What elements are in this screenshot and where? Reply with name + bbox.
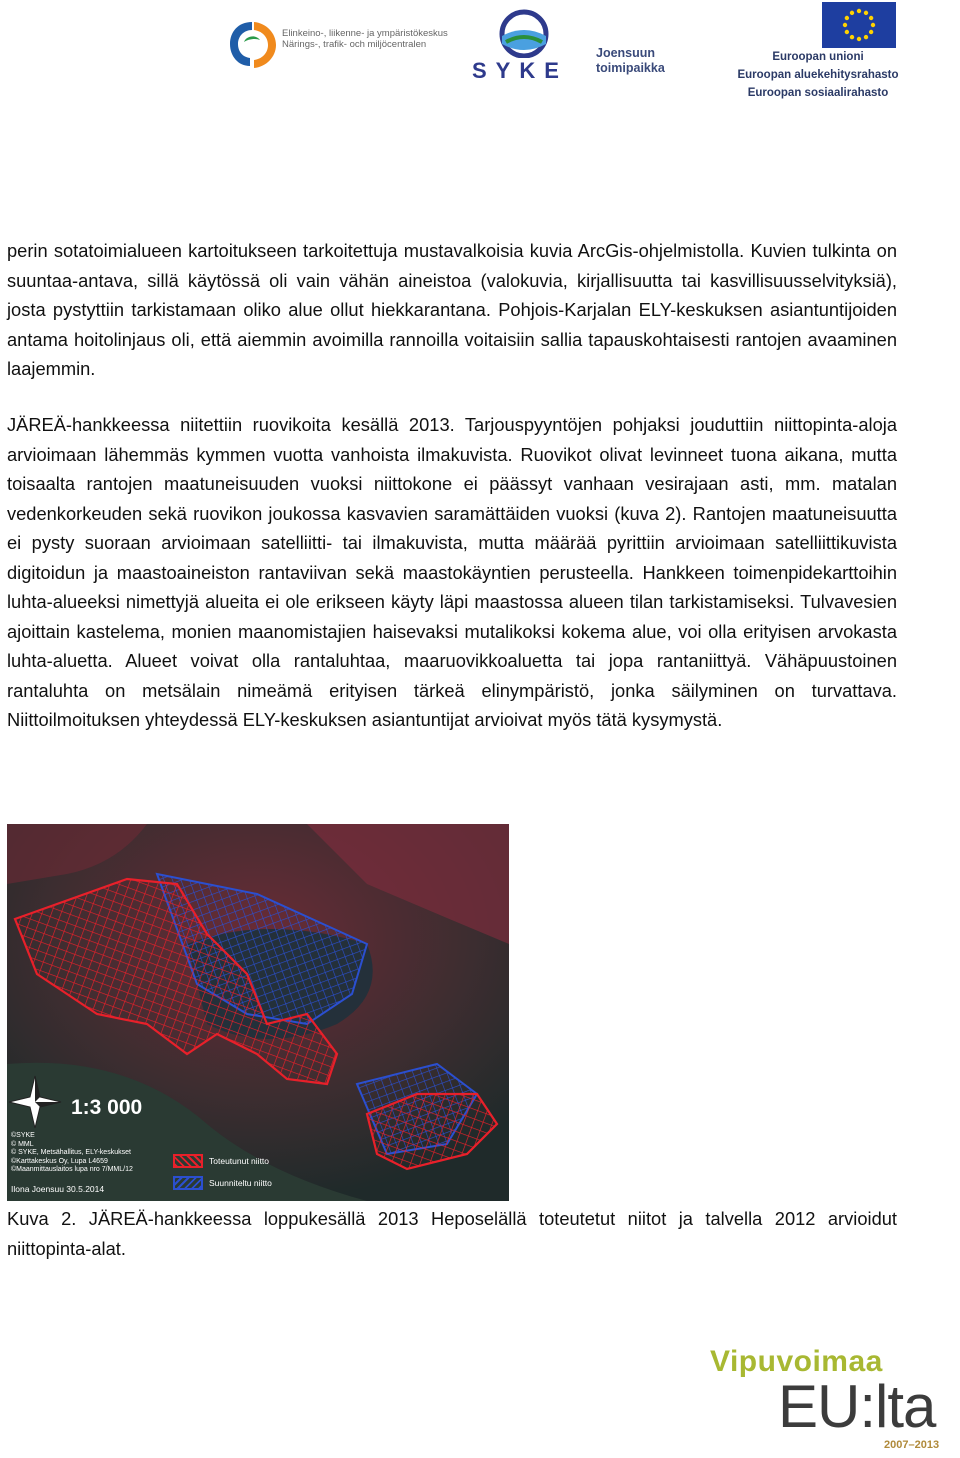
syke-logo-text: SYKE <box>472 58 568 83</box>
legend-label: Suunniteltu niitto <box>209 1178 272 1188</box>
credit-line: © MML <box>11 1140 34 1148</box>
eu-star-icon <box>869 30 873 34</box>
eu-flag-icon <box>822 2 896 48</box>
eu-star-icon <box>843 23 847 27</box>
legend-swatch-red <box>173 1154 203 1168</box>
body-paragraph-1 <box>7 236 897 384</box>
eu-star-icon <box>845 16 849 20</box>
vipuvoimaa-logo <box>708 1345 958 1455</box>
vipuvoimaa-title: Vipuvoimaa <box>710 1345 883 1378</box>
paragraph-text: JÄREÄ-hankkeessa niitettiin ruovikoita kesällä 2013. Tarjouspyyntöjen pohjaksi jouduttiin niittopinta-aloja arvioimaan lähemmäs kymmen vuotta vanhoista ilmakuvista. Ruovikot olivat levinneet tuona aikana, mutta toisaalta rantojen maatuneisuuden vuoksi niittokone ei päässyt vanhaan vesirajaan asti, mm. matalan vedenkorkeuden sekä ruovikon joukossa kasvavien saramättäiden vuoksi (kuva 2). Rantojen maatuneisuutta ei pysty suoraan arvioimaan satelliitti- tai ilmakuvista, mutta määrää pyrittiin arvioimaan satelliittikuvista digitoidun ja maastoaineiston rantaviivan sekä maastokäyntien perusteella. Hankkeen toimenpidekarttoihin luhta-alueeksi nimettyjä alueita ei ole erikseen käyty läpi maastossa alueen tilan tarkistamiseksi. Tulvavesien ajoittain kastelema, monien maanomistajien haisevaksi mutalikoksi kokema alue, voi olla erityisen arvokasta luhta-aluetta. Alueet voivat olla rantaluhtaa, maaruovikkoaluetta tai jopa rantaniittyä. Vähäpuustoinen rantaluhta on metsälain nimeämä erityisen tärkeä elinympäristö, jonka säilyminen on turvattava. Niittoilmoituksen yhteydessä ELY-keskuksen asiantuntijat arvioivat myös tätä kysymystä. <box>7 414 897 730</box>
credit-line: ©SYKE <box>11 1132 35 1139</box>
eu-star-icon <box>845 30 849 34</box>
map-credits <box>11 1132 133 1175</box>
eu-star-icon <box>869 16 873 20</box>
legend-item <box>173 1176 272 1190</box>
credit-line: © SYKE, Metsähallitus, ELY-keskukset <box>11 1149 131 1156</box>
eu-logo-text: Euroopan unioni Euroopan aluekehitysrahasto Euroopan sosiaalirahasto <box>737 51 899 99</box>
eu-star-icon <box>864 35 868 39</box>
ely-logo <box>226 18 466 78</box>
eu-star-icon <box>857 37 861 41</box>
syke-logo <box>472 6 682 86</box>
paragraph-text: perin sotatoimialueen kartoitukseen tarkoitettuja mustavalkoisia kuvia ArcGis-ohjelmistolla. Kuvien tulkinta on suuntaa-antava, sillä käytössä oli vain vähän aineistoa (valokuvia, kirjallisuutta tai kasvillisuusselvityksiä), josta pystyttiin tarkistamaan oliko alue ollut hiekkarantana. Pohjois-Karjalan ELY-keskuksen asiantuntijoiden antama hoitolinjaus oli, että aiemmin avoimilla rannoilla voitaisiin sallia tapauskohtaisesti rantojen avaaminen laajemmin. <box>7 240 897 379</box>
eu-logo <box>718 0 918 100</box>
figure-caption: Kuva 2. JÄREÄ-hankkeessa loppukesällä 2013 Heposelällä toteutetut niitot ja talvella 2012 arvioidut niittopinta-alat. <box>7 1208 897 1259</box>
legend-item <box>173 1154 272 1168</box>
eu-star-icon <box>857 9 861 13</box>
credit-line: ©Karttakeskus Oy, Lupa L4659 <box>11 1157 108 1165</box>
eu-star-icon <box>871 23 875 27</box>
ely-logo-text: Elinkeino-, liikenne- ja ympäristökeskus Närings-, trafik- och miljöcentralen <box>282 28 448 50</box>
header-logos <box>0 0 960 110</box>
map-legend <box>173 1154 272 1190</box>
map-figure <box>7 824 509 1201</box>
ely-emblem-icon <box>226 18 278 70</box>
syke-office-text: Joensuun toimipaikka <box>596 46 665 75</box>
body-paragraph-2 <box>7 410 897 735</box>
vipuvoimaa-eu-text: EU:lta <box>778 1373 936 1440</box>
syke-emblem-icon <box>472 6 572 58</box>
eu-star-icon <box>864 11 868 15</box>
eu-star-icon <box>850 35 854 39</box>
map-author: Ilona Joensuu 30.5.2014 <box>11 1184 105 1194</box>
legend-label: Toteutunut niitto <box>209 1156 270 1166</box>
vipuvoimaa-years: 2007–2013 <box>884 1439 940 1451</box>
eu-star-icon <box>850 11 854 15</box>
credit-line: ©Maanmittauslaitos lupa nro 7/MML/12 <box>11 1166 133 1173</box>
legend-swatch-blue <box>173 1176 203 1190</box>
map-scale: 1:3 000 <box>71 1096 143 1119</box>
